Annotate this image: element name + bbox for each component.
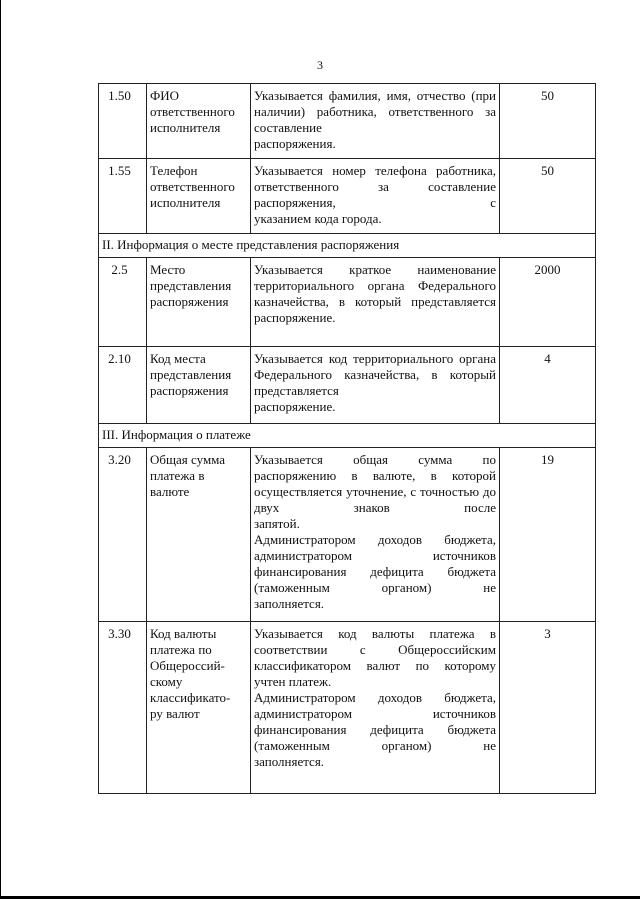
description-text: распоряжение. <box>254 399 336 414</box>
row-description <box>251 347 500 424</box>
description-text: Указывается номер телефона работника, ответственного за составление распоряжения, с <box>254 163 496 210</box>
row-length: 3 <box>500 622 596 794</box>
description-text: Указывается код территориального органа Федерального казначейства, в который представляется <box>254 351 496 398</box>
section-header-row <box>99 424 596 448</box>
requisites-table <box>98 83 596 794</box>
table-row <box>99 84 596 159</box>
row-description <box>251 84 500 159</box>
table-row <box>99 347 596 424</box>
row-code: 2.5 <box>99 258 147 347</box>
description-text: запятой. <box>254 516 300 531</box>
row-name: Место представления распоряжения <box>147 258 251 347</box>
page-number: 3 <box>317 58 323 72</box>
description-text: Указывается фамилия, имя, отчество (при наличии) работника, ответственного за составление <box>254 88 496 135</box>
row-length: 50 <box>500 84 596 159</box>
row-code: 2.10 <box>99 347 147 424</box>
table-row <box>99 258 596 347</box>
description-text: распоряжение. <box>254 310 336 325</box>
row-name: Код валюты платежа по Общероссий- скому классификато- ру валют <box>147 622 251 794</box>
section-title: III. Информация о платеже <box>99 424 596 448</box>
row-name: Общая сумма платежа в валюте <box>147 448 251 622</box>
description-text: Указывается краткое наименование территориального органа Федерального казначейства, в который представляется <box>254 262 496 309</box>
row-length: 50 <box>500 159 596 234</box>
row-length: 19 <box>500 448 596 622</box>
row-length: 4 <box>500 347 596 424</box>
description-text: учтен платеж. <box>254 674 332 689</box>
row-code: 1.55 <box>99 159 147 234</box>
description-text: указанием кода города. <box>254 211 382 226</box>
row-code: 3.20 <box>99 448 147 622</box>
description-text: Администратором доходов бюджета, администратором источников финансирования дефицита бюджета (таможенным органом) не <box>254 690 496 753</box>
table-row <box>99 448 596 622</box>
description-text: Указывается код валюты платежа в соответствии с Общероссийским классификатором валют по которому <box>254 626 496 673</box>
scan-edge-left <box>0 0 1 899</box>
description-text: распоряжения. <box>254 136 336 151</box>
description-text: Указывается общая сумма по распоряжению в валюте, в которой осуществляется уточнение, с точностью до двух знаков после <box>254 452 496 515</box>
section-title: II. Информация о месте представления распоряжения <box>99 234 596 258</box>
row-description <box>251 448 500 622</box>
table-row <box>99 159 596 234</box>
row-code: 1.50 <box>99 84 147 159</box>
description-text: заполняется. <box>254 596 325 611</box>
row-description <box>251 258 500 347</box>
row-description <box>251 622 500 794</box>
row-description <box>251 159 500 234</box>
section-header-row <box>99 234 596 258</box>
row-name: Телефон ответственного исполнителя <box>147 159 251 234</box>
row-code: 3.30 <box>99 622 147 794</box>
row-name: Код места представления распоряжения <box>147 347 251 424</box>
row-name: ФИО ответственного исполнителя <box>147 84 251 159</box>
description-text: заполняется. <box>254 754 325 769</box>
description-text: Администратором доходов бюджета, администратором источников финансирования дефицита бюджета (таможенным органом) не <box>254 532 496 595</box>
row-length: 2000 <box>500 258 596 347</box>
table-row <box>99 622 596 794</box>
